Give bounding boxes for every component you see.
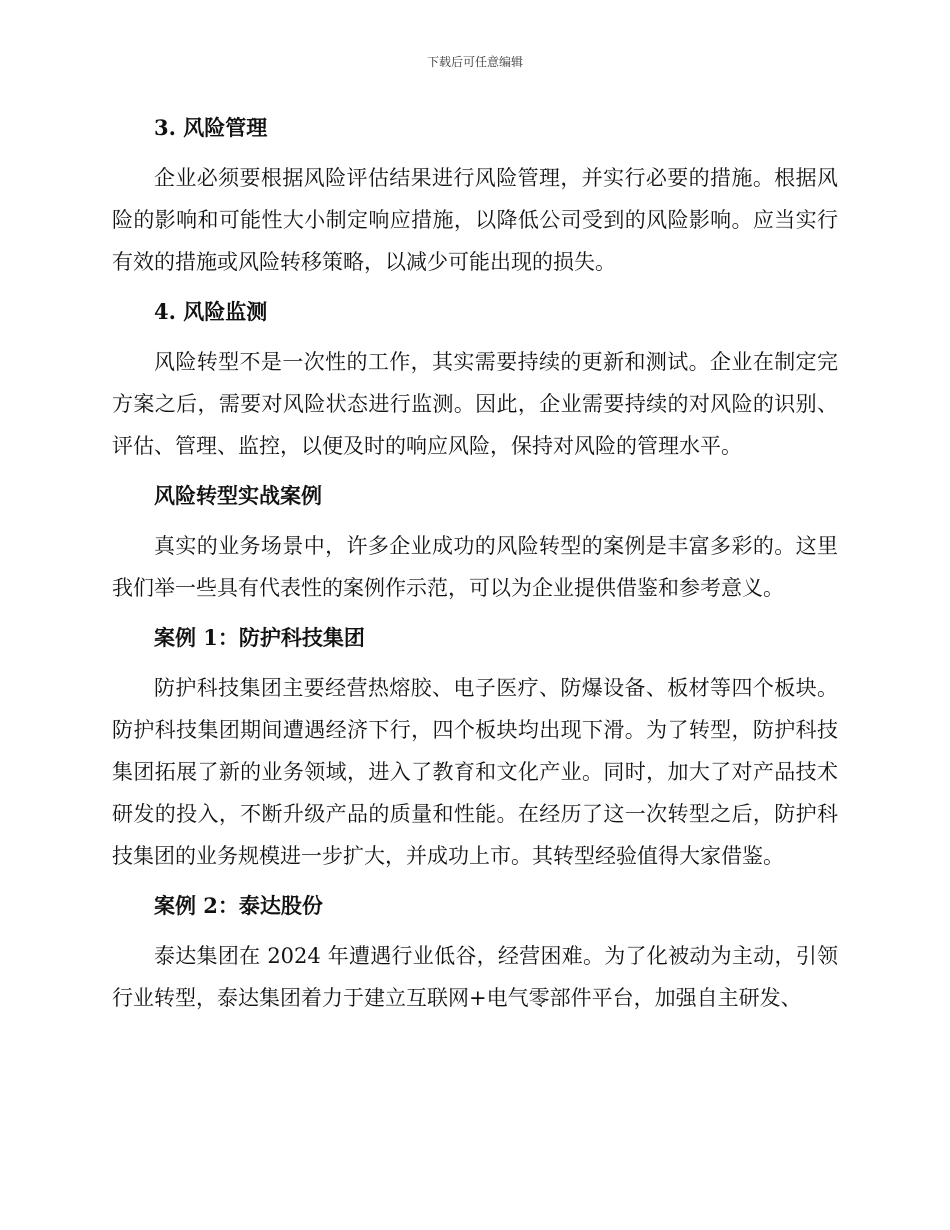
paragraph-cases-intro: 真实的业务场景中，许多企业成功的风险转型的案例是丰富多彩的。这里我们举一些具有代表性的案例作示范，可以为企业提供借鉴和参考意义。 — [112, 534, 838, 600]
section-heading-case-1: 案例 1：防护科技集团 — [154, 625, 365, 650]
document-body — [112, 109, 838, 1029]
section-heading-risk-management: 3. 风险管理 — [154, 115, 268, 140]
section-heading-case-2: 案例 2：泰达股份 — [154, 893, 323, 918]
section-heading-risk-monitoring: 4. 风险监测 — [154, 299, 268, 324]
paragraph-risk-management: 企业必须要根据风险评估结果进行风险管理，并实行必要的措施。根据风险的影响和可能性大小制定响应措施，以降低公司受到的风险影响。应当实行有效的措施或风险转移策略，以减少可能出现的损失。 — [112, 166, 838, 274]
paragraph-case-1: 防护科技集团主要经营热熔胶、电子医疗、防爆设备、板材等四个板块。防护科技集团期间遭遇经济下行，四个板块均出现下滑。为了转型，防护科技集团拓展了新的业务领域，进入了教育和文化产业。同时，加大了对产品技术研发的投入，不断升级产品的质量和性能。在经历了这一次转型之后，防护科技集团的业务规模进一步扩大，并成功上市。其转型经验值得大家借鉴。 — [112, 676, 838, 868]
section-heading-cases: 风险转型实战案例 — [154, 483, 322, 508]
page-header: 下载后可任意编辑 — [426, 55, 523, 69]
paragraph-risk-monitoring: 风险转型不是一次性的工作，其实需要持续的更新和测试。企业在制定完方案之后，需要对风险状态进行监测。因此，企业需要持续的对风险的识别、评估、管理、监控，以便及时的响应风险，保持对风险的管理水平。 — [112, 350, 838, 458]
paragraph-case-2: 泰达集团在 2024 年遭遇行业低谷，经营困难。为了化被动为主动，引领行业转型，泰达集团着力于建立互联网+电气零部件平台，加强自主研发、 — [112, 944, 838, 1010]
